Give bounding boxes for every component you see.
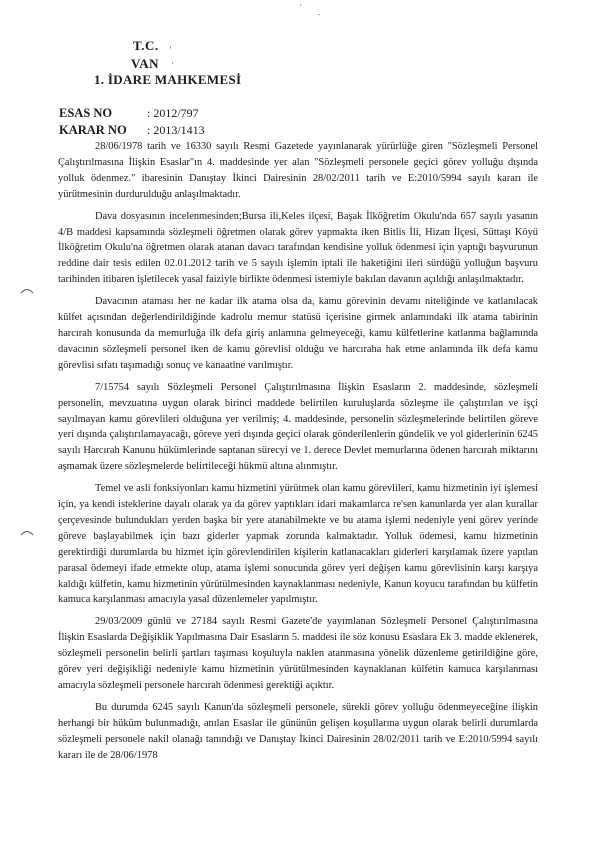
paragraph: Dava dosyasının incelenmesinden;Bursa ili,Keles ilçesi, Başak İlköğretim Okulu'nda 657 sayılı yasanın 4/B maddesi kapsamında sözleşmeli öğretmen olarak görev yapmakta iken Bitlis İli, Hizan İlçesi, Süttaşı Köyü İlköğretim Okulu'na öğretmen olarak atanan davacı tarafından kendisine yolluk ödenmesi için yaptığı başvurunun reddine dair tesis edilen 02.01.2012 tarih ve 5 sayılı işlemin iptali ile haketiğini ileri sürdüğü yolluğun başvuru tarihinden itibaren işletilecek yasal faiziyle birlikte ödenmesi istemiyle bakılan davanın açıldığı anlaşılmaktadır. <box>58 210 538 286</box>
paragraph: Temel ve asli fonksiyonları kamu hizmetini yürütmek olan kamu görevlileri, kamu hizmetinin iyi işlemesi için, ya kendi isteklerine dayalı olarak ya da görev yaptıkları idari makamlarca re'sen kanunlarda yer alan kurallar çerçevesinde bulundukları yerden başka bir yere atanabilmekte ve bu atama işlemi nedeniyle yeni görev yerinde göreve başlayabilmek için bazı giderler yapmak zorunda kalmaktadır. Yolluk ödemesi, kamu hizmetinin gerektirdiği durumlarda bu hizmet için görevlendirilen kişilerin katlanacakları giderleri karşılamak üzere yapılan parasal ödemeyi ifade etmekte olup, atama işlemi sonucunda görev yeri değişen kamu görevlisinin karşı karşıya kaldığı külfetin, kamu hizmetinin yürütülmesinden kaynaklanması nedeniyle, Kanun koyucu tarafından bu külfetin kamuca karşılanması amacıyla yasal düzenlemeler yapılmıştır. <box>58 483 538 606</box>
punch-hole-mark <box>20 286 34 294</box>
paragraph: 7/15754 sayılı Sözleşmeli Personel Çalıştırılmasına İlişkin Esasların 2. maddesinde, sözleşmeli personelin, mevzuatına uygun olarak birinci maddede belirtilen kuruluşlarda sözleşme ile çalıştırılan ve işçi sayılmayan kamu görevlileri olduğuna yer verilmiş; 4. maddesinde, personelin sözleşmelerinde belirtilen göreve yeri dışında çalıştırılamayacağı, göreve yeri dışında geçici olarak gönderilenlerin gündelik ve yol giderlerinin 6245 sayılı Harcırah Kanunu hükümlerinde saptanan sürecyi ve 1. derece Devlet memurlarına ödenen harcırah miktarını aşmamak üzere sözleşmelerde belirtileceği hükmü altına alınmıştır. <box>58 381 538 473</box>
karar-value: : 2013/1413 <box>147 123 205 137</box>
esas-row <box>59 106 199 121</box>
punch-hole-mark <box>20 528 34 536</box>
country-label: T.C. <box>133 38 159 53</box>
karar-row <box>59 123 205 138</box>
scan-speck <box>170 46 171 49</box>
paragraph: Davacının ataması her ne kadar ilk atama olsa da, kamu görevinin devamı niteliğinde ve katlanılacak külfet açısından değerlendirildiğinde kadrolu memur statüsü içerisine girmek anlamındaki ilk atama tabirinin harcırah konusunda da memurluğa ilk defa giriş anlamına gelmeyeceği, kamu külfetlerine katlanma bağlamında davacının sözleşmeli personel iken de kamu görevlisi olduğu ve harcıraha hak etme anlamında ilk defa kamu görevlisi sıfatı taşımadığı sonuç ve kanaatine varılmıştır. <box>58 296 538 371</box>
paragraph: 28/06/1978 tarih ve 16330 sayılı Resmi Gazetede yayınlanarak yürürlüğe giren "Sözleşmeli Personel Çalıştırılmasına İlişkin Esaslar"ın 4. maddesinde yer alan "Sözleşmeli personele geçici görev yolluğu dışında yolluk ödenmez." ibaresinin Danıştay İkinci Dairesinin 28/02/2011 tarih ve E:2010/5994 sayılı kararı ile yürütmesinin durdurulduğu anlaşılmaktadır. <box>58 141 538 200</box>
scan-speck <box>318 14 320 15</box>
court-name: 1. İDARE MAHKEMESİ <box>94 72 242 87</box>
scan-speck <box>172 62 173 64</box>
esas-value: : 2012/797 <box>147 106 199 120</box>
city-label: VAN <box>131 56 159 71</box>
scan-speck <box>300 4 301 6</box>
karar-label: KARAR NO <box>59 123 127 137</box>
esas-label: ESAS NO <box>59 106 113 120</box>
paragraph: 29/03/2009 günlü ve 27184 sayılı Resmi Gazete'de yayımlanan Sözleşmeli Personel Çalıştırılmasına İlişkin Esaslarda Değişiklik Yapılmasına Dair Esasların 5. maddesi ile söz konusu Esaslara Ek 3. madde eklenerek, sözleşmeli personelin belirli şartları taşıması koşuluyla naklen atanmasına yönelik düzenleme getirildiğine göre, görev yeri değişikliği nedeniyle kamu hizmetinin yürütülmesinden kaynaklanan külfetin kamuca karşılanması amacıyla sözleşmeli personele harcırah ödenmesi gerektiği açıktır. <box>58 616 538 691</box>
decision-body <box>58 139 538 770</box>
paragraph: Bu durumda 6245 sayılı Kanun'da sözleşmeli personele, sürekli görev yolluğu ödenmeyeceğine ilişkin herhangi bir hüküm bulunmadığı, anılan Esaslar ile gününün gelişen koşullarına uygun olarak belirli durumlarda sözleşmeli personele nakil olanağı tanındığı ve Danıştay İkinci Dairesinin 28/02/2011 tarih ve E:2010/5994 sayılı kararı ile de 28/06/1978 <box>58 701 538 761</box>
